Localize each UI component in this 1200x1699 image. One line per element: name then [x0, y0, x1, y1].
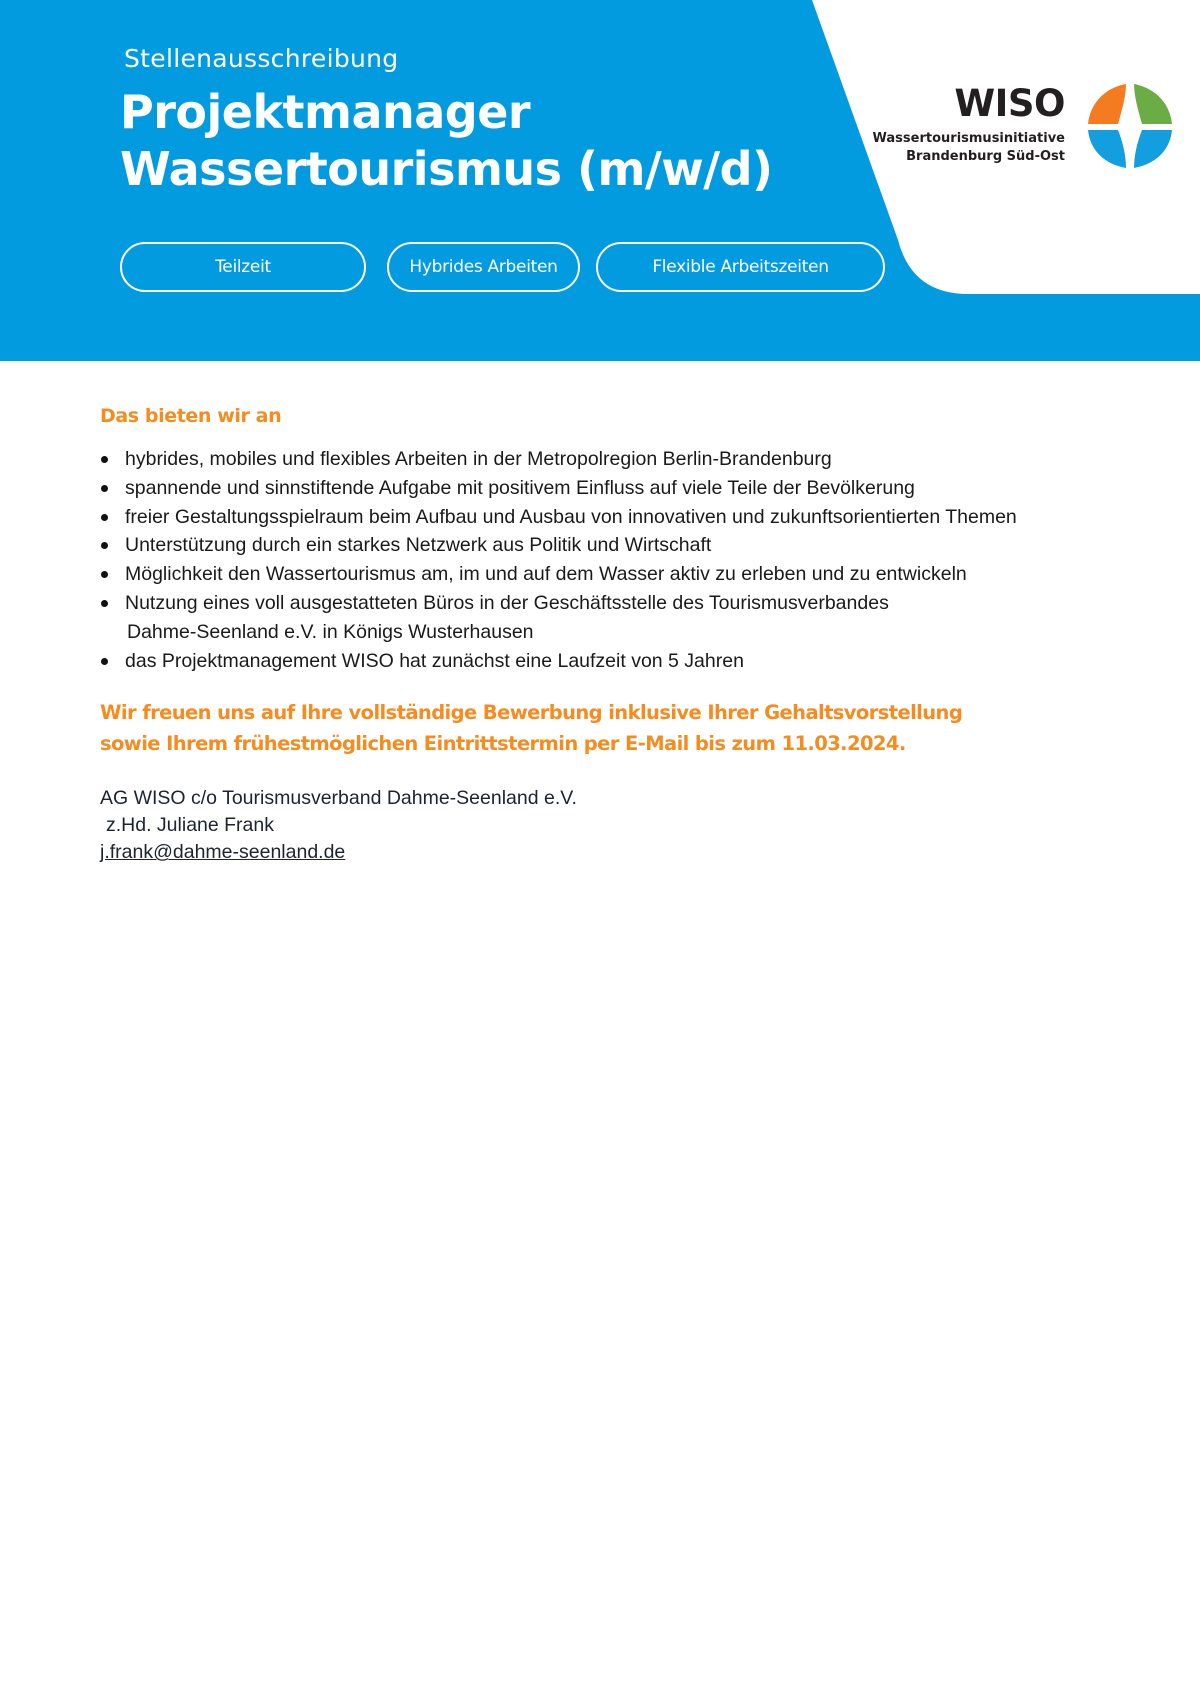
benefit-item: Nutzung eines voll ausgestatteten Büros in der Geschäftsstelle des Tourismusverbandes Dahme-Seenland e.V. in Königs Wusterhausen: [100, 589, 1120, 647]
cta-line-1: Wir freuen uns auf Ihre vollständige Bewerbung inklusive Ihrer Gehaltsvorstellung: [100, 701, 963, 725]
job-title: [120, 84, 773, 198]
logo-leaf-blue-left: [1088, 130, 1126, 168]
tag-part-time: Teilzeit: [120, 242, 366, 292]
contact-address: [100, 785, 1120, 866]
bullet-icon: [101, 485, 108, 492]
bullet-icon: [101, 514, 108, 521]
header-banner: [0, 0, 1200, 361]
contact-email-link[interactable]: j.frank@dahme-seenland.de: [100, 841, 346, 864]
wiso-logo: [872, 80, 1180, 180]
job-title-line-2: Wassertourismus (m/w/d): [120, 142, 773, 196]
logo-leaf-mark-icon: [1086, 82, 1174, 170]
benefit-item: spannende und sinnstiftende Aufgabe mit positivem Einfluss auf viele Teile der Bevölkerung: [100, 474, 1120, 503]
benefit-item: hybrides, mobiles und flexibles Arbeiten in der Metropolregion Berlin-Brandenburg: [100, 445, 1120, 474]
logo-leaf-blue-right: [1134, 130, 1172, 168]
logo-subtitle-line-2: Brandenburg Süd-Ost: [906, 149, 1065, 164]
bullet-icon: [101, 542, 108, 549]
bullet-icon: [101, 456, 108, 463]
bullet-icon: [101, 600, 108, 607]
tag-hybrid-work: Hybrides Arbeiten: [387, 242, 580, 292]
logo-leaf-green: [1134, 84, 1172, 124]
application-call-to-action: [100, 697, 1120, 759]
benefit-item: freier Gestaltungsspielraum beim Aufbau und Ausbau von innovativen und zukunftsorientierten Themen: [100, 503, 1120, 532]
benefit-item: Unterstützung durch ein starkes Netzwerk aus Politik und Wirtschaft: [100, 531, 1120, 560]
logo-subtitle: [873, 130, 1065, 166]
contact-person: z.Hd. Juliane Frank: [106, 814, 274, 837]
bullet-icon: [101, 571, 108, 578]
benefit-item-continuation: Dahme-Seenland e.V. in Königs Wusterhausen: [127, 620, 534, 643]
cta-line-2: sowie Ihrem frühestmöglichen Eintrittstermin per E-Mail bis zum 11.03.2024.: [100, 732, 906, 756]
benefit-item: das Projektmanagement WISO hat zunächst eine Laufzeit von 5 Jahren: [100, 647, 1120, 676]
benefits-list: [100, 445, 1120, 675]
offer-heading: Das bieten wir an: [100, 405, 282, 427]
main-content: [100, 405, 1120, 866]
logo-wordmark: WISO: [954, 82, 1065, 125]
benefit-item: Möglichkeit den Wassertourismus am, im und auf dem Wasser aktiv zu erleben und zu entwickeln: [100, 560, 1120, 589]
job-title-line-1: Projektmanager: [120, 85, 531, 139]
bullet-icon: [101, 658, 108, 665]
document-type-label: Stellenausschreibung: [124, 44, 399, 73]
tag-flexible-hours: Flexible Arbeitszeiten: [596, 242, 885, 292]
logo-subtitle-line-1: Wassertourismusinitiative: [872, 131, 1065, 146]
logo-leaf-orange: [1088, 84, 1126, 124]
contact-organization: AG WISO c/o Tourismusverband Dahme-Seenland e.V.: [100, 787, 577, 810]
